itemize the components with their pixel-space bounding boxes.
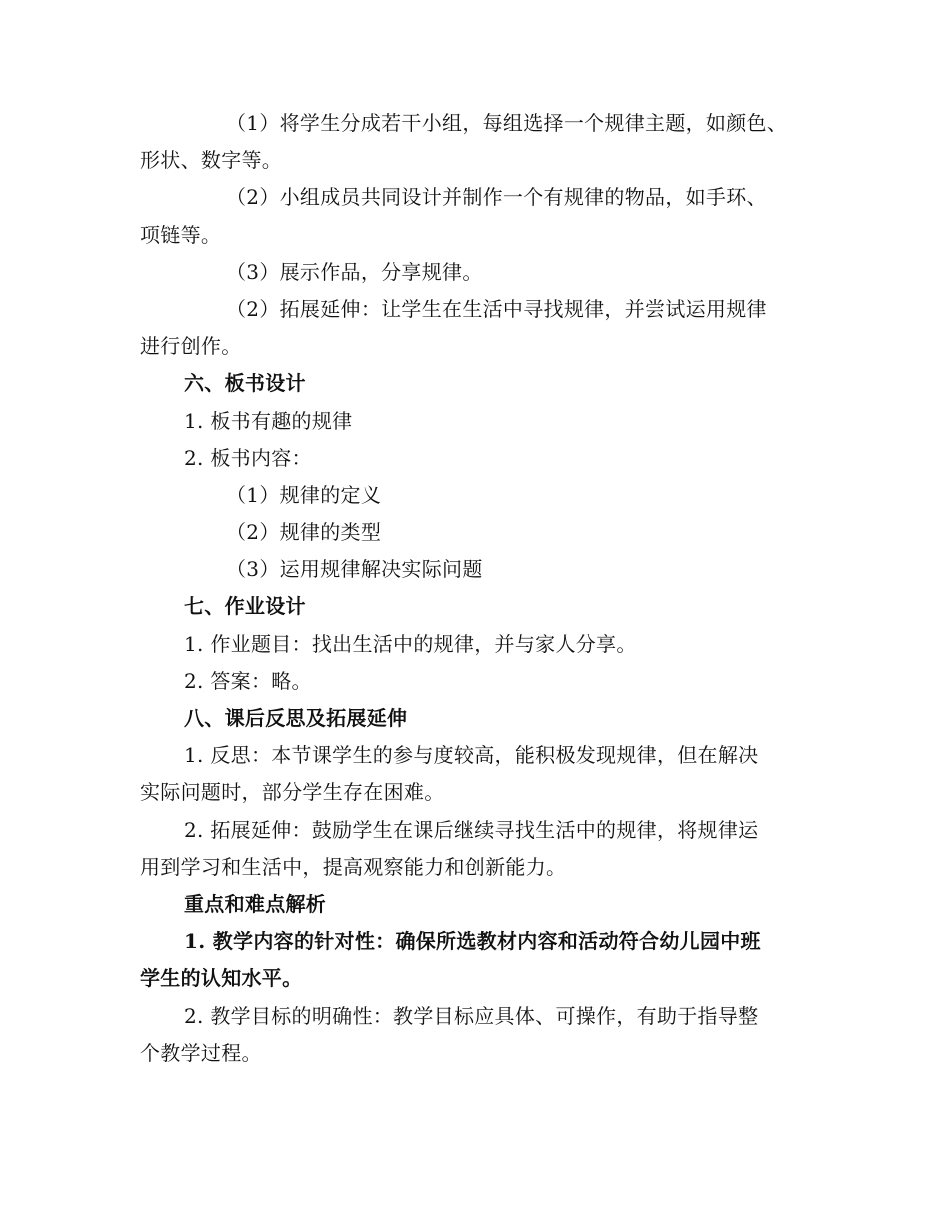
paragraph-line: （3）展示作品，分享规律。 — [226, 259, 483, 284]
section-heading-key-points: 重点和难点解析 — [184, 891, 327, 916]
list-item: 2. 板书内容： — [184, 445, 312, 470]
paragraph-line: 形状、数字等。 — [140, 148, 283, 173]
paragraph-line: （2）拓展延伸：让学生在生活中寻找规律，并尝试运用规律 — [226, 296, 767, 321]
paragraph-line-emphasis: 学生的认知水平。 — [140, 966, 303, 991]
paragraph-line: （2）小组成员共同设计并制作一个有规律的物品，如手环、 — [226, 185, 767, 210]
section-heading-board-design: 六、板书设计 — [184, 371, 306, 396]
list-item: 1. 板书有趣的规律 — [184, 408, 353, 433]
paragraph-line: （1）将学生分成若干小组，每组选择一个规律主题，如颜色、 — [226, 111, 788, 135]
list-item: 2. 答案：略。 — [184, 668, 312, 693]
paragraph-line: 进行创作。 — [140, 334, 242, 359]
paragraph-line: 实际问题时，部分学生存在困难。 — [140, 780, 445, 805]
section-heading-reflection: 八、课后反思及拓展延伸 — [184, 706, 408, 730]
sub-list-item: （3）运用规律解决实际问题 — [226, 557, 483, 582]
list-item: 1. 作业题目：找出生活中的规律，并与家人分享。 — [184, 631, 637, 656]
paragraph-line: 个教学过程。 — [140, 1040, 262, 1065]
sub-list-item: （1）规律的定义 — [226, 482, 382, 507]
list-item: 1. 反思：本节课学生的参与度较高，能积极发现规律，但在解决 — [184, 743, 759, 768]
document-page — [140, 105, 808, 1072]
list-item: 2. 教学目标的明确性：教学目标应具体、可操作，有助于指导整 — [184, 1003, 759, 1028]
paragraph-line: 用到学习和生活中，提高观察能力和创新能力。 — [140, 854, 567, 879]
list-item: 2. 拓展延伸：鼓励学生在课后继续寻找生活中的规律，将规律运 — [184, 817, 759, 842]
paragraph-line: 项链等。 — [140, 222, 222, 247]
section-heading-homework: 七、作业设计 — [184, 594, 306, 619]
list-item-emphasis: 1. 教学内容的针对性：确保所选教材内容和活动符合幼儿园中班 — [184, 929, 761, 954]
sub-list-item: （2）规律的类型 — [226, 520, 382, 545]
